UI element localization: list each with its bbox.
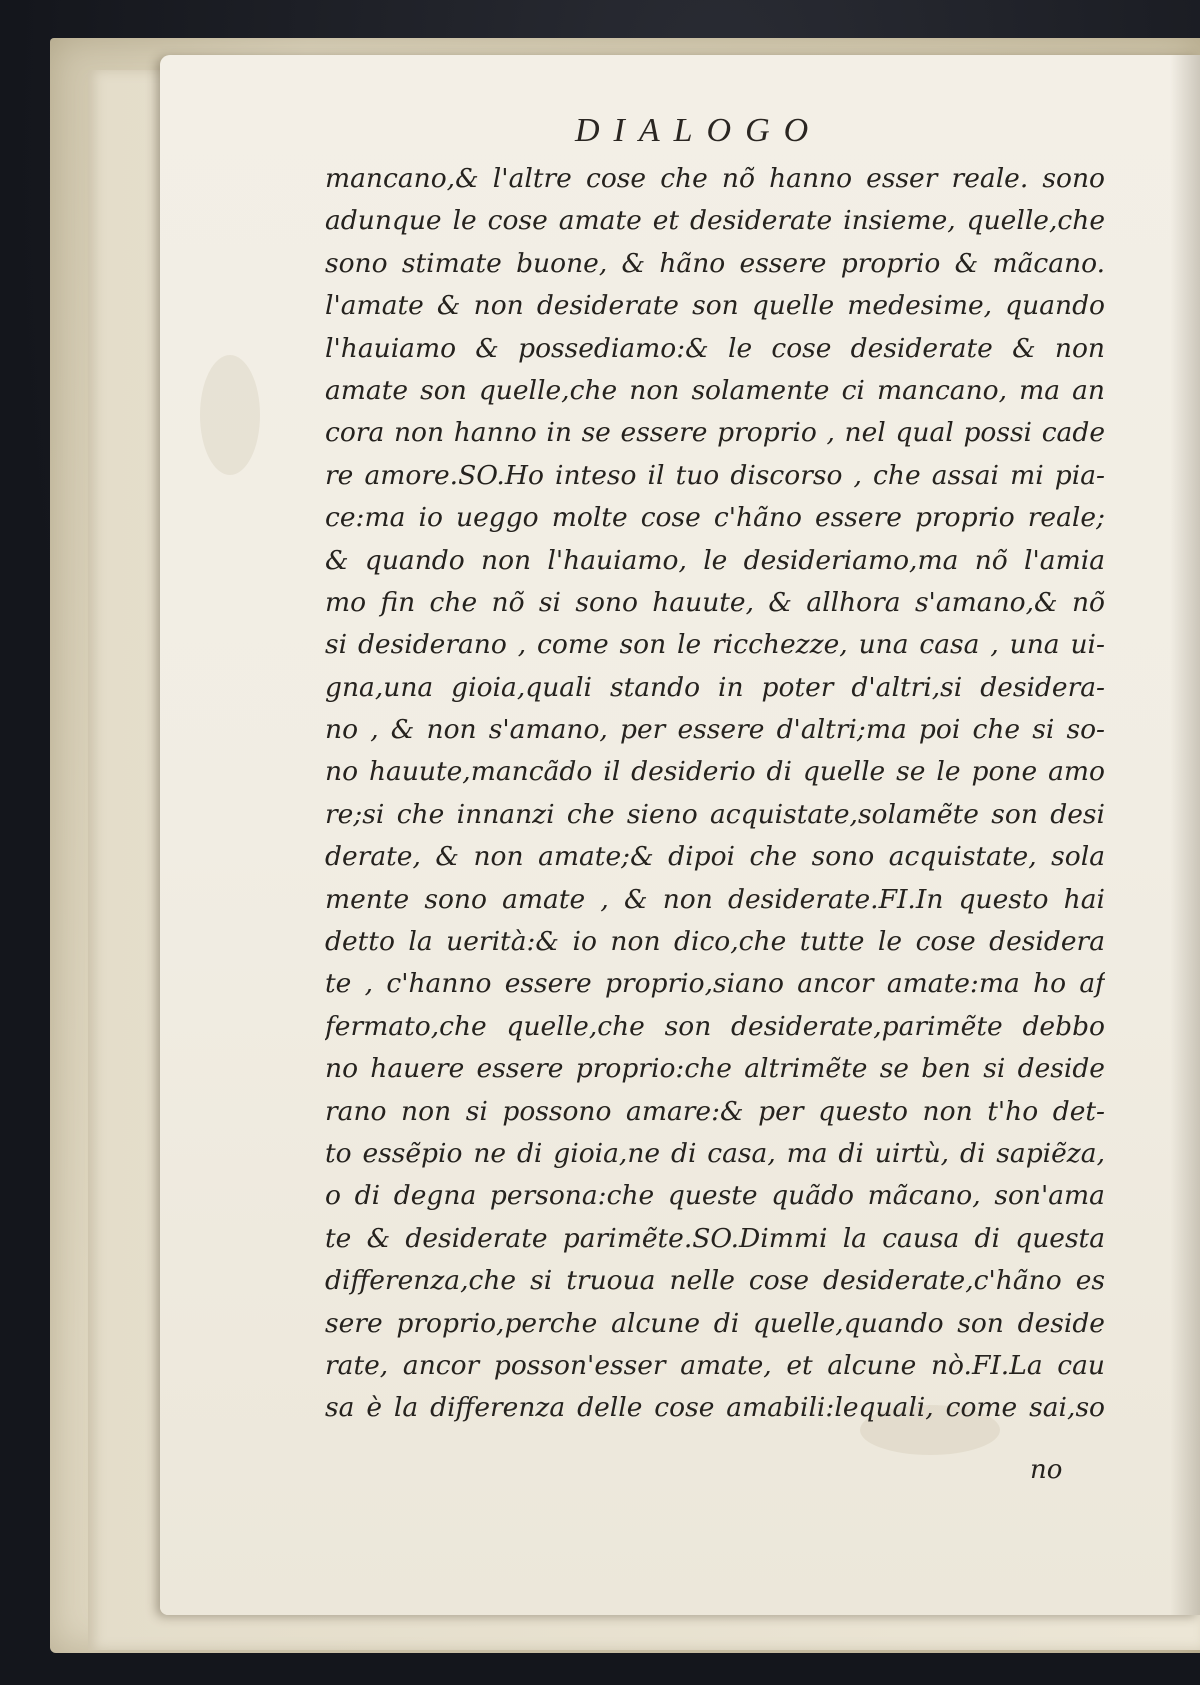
text-line: no hauere essere proprio:che altrimẽte se ben si deside (325, 1053, 1105, 1085)
text-line: re;si che innanzi che sieno acquistate,solamẽte son desi (325, 798, 1105, 830)
text-line: to essẽpio ne di gioia,ne di casa, ma di uirtù, di sapiẽza, (325, 1137, 1105, 1169)
text-line: sere proprio,perche alcune di quelle,quando son deside (325, 1307, 1105, 1339)
text-line: gna,una gioia,quali stando in poter d'altri,si desidera- (325, 671, 1105, 703)
text-line: re amore.SO.Ho inteso il tuo discorso , che assai mi pia- (325, 459, 1105, 491)
text-line: l'hauiamo & possediamo:& le cose desiderate & non (325, 332, 1105, 364)
text-line: si desiderano , come son le ricchezze, una casa , una ui- (325, 629, 1105, 661)
text-line: no hauute,mancãdo il desiderio di quelle se le pone amo (325, 756, 1105, 788)
text-line: cora non hanno in se essere proprio , nel qual possi cade (325, 417, 1105, 449)
text-line: rate, ancor posson'esser amate, et alcune nò.FI.La cau (325, 1349, 1105, 1381)
text-line: sa è la differenza delle cose amabili:lequali, come sai,so (325, 1392, 1105, 1424)
catchword: no (1030, 1455, 1063, 1485)
text-line: rano non si possono amare:& per questo non t'ho det- (325, 1095, 1105, 1127)
text-line: detto la uerità:& io non dico,che tutte le cose desidera (325, 926, 1105, 958)
text-line: l'amate & non desiderate son quelle medesime, quando (325, 290, 1105, 322)
body-text (325, 158, 1105, 1430)
text-line: no , & non s'amano, per essere d'altri;ma poi che si so- (325, 714, 1105, 746)
text-line: ce:ma io ueggo molte cose c'hãno essere proprio reale; (325, 502, 1105, 534)
text-line: derate, & non amate;& dipoi che sono acquistate, sola (325, 841, 1105, 873)
running-header: DIALOGO (575, 112, 823, 149)
text-line: mente sono amate , & non desiderate.FI.In questo hai (325, 883, 1105, 915)
text-line: te & desiderate parimẽte.SO.Dimmi la causa di questa (325, 1222, 1105, 1254)
text-line: o di degna persona:che queste quãdo mãcano, son'ama (325, 1180, 1105, 1212)
text-line: adunque le cose amate et desiderate insieme, quelle,che (325, 205, 1105, 237)
text-line: fermato,che quelle,che son desiderate,parimẽte debbo (325, 1010, 1105, 1042)
text-line: mo fin che nõ si sono hauute, & allhora s'amano,& nõ (325, 586, 1105, 618)
text-line: mancano,& l'altre cose che nõ hanno esser reale. sono (325, 163, 1105, 194)
text-line: amate son quelle,che non solamente ci mancano, ma an (325, 374, 1105, 406)
paper-stain (200, 355, 260, 475)
text-line: differenza,che si truoua nelle cose desiderate,c'hãno es (325, 1265, 1105, 1297)
text-line: te , c'hanno essere proprio,siano ancor amate:ma ho af (325, 968, 1105, 1000)
text-line: & quando non l'hauiamo, le desideriamo,ma nõ l'amia (325, 544, 1105, 576)
text-line: sono stimate buone, & hãno essere proprio & mãcano. (325, 247, 1105, 279)
gutter-shadow (1170, 55, 1200, 1615)
